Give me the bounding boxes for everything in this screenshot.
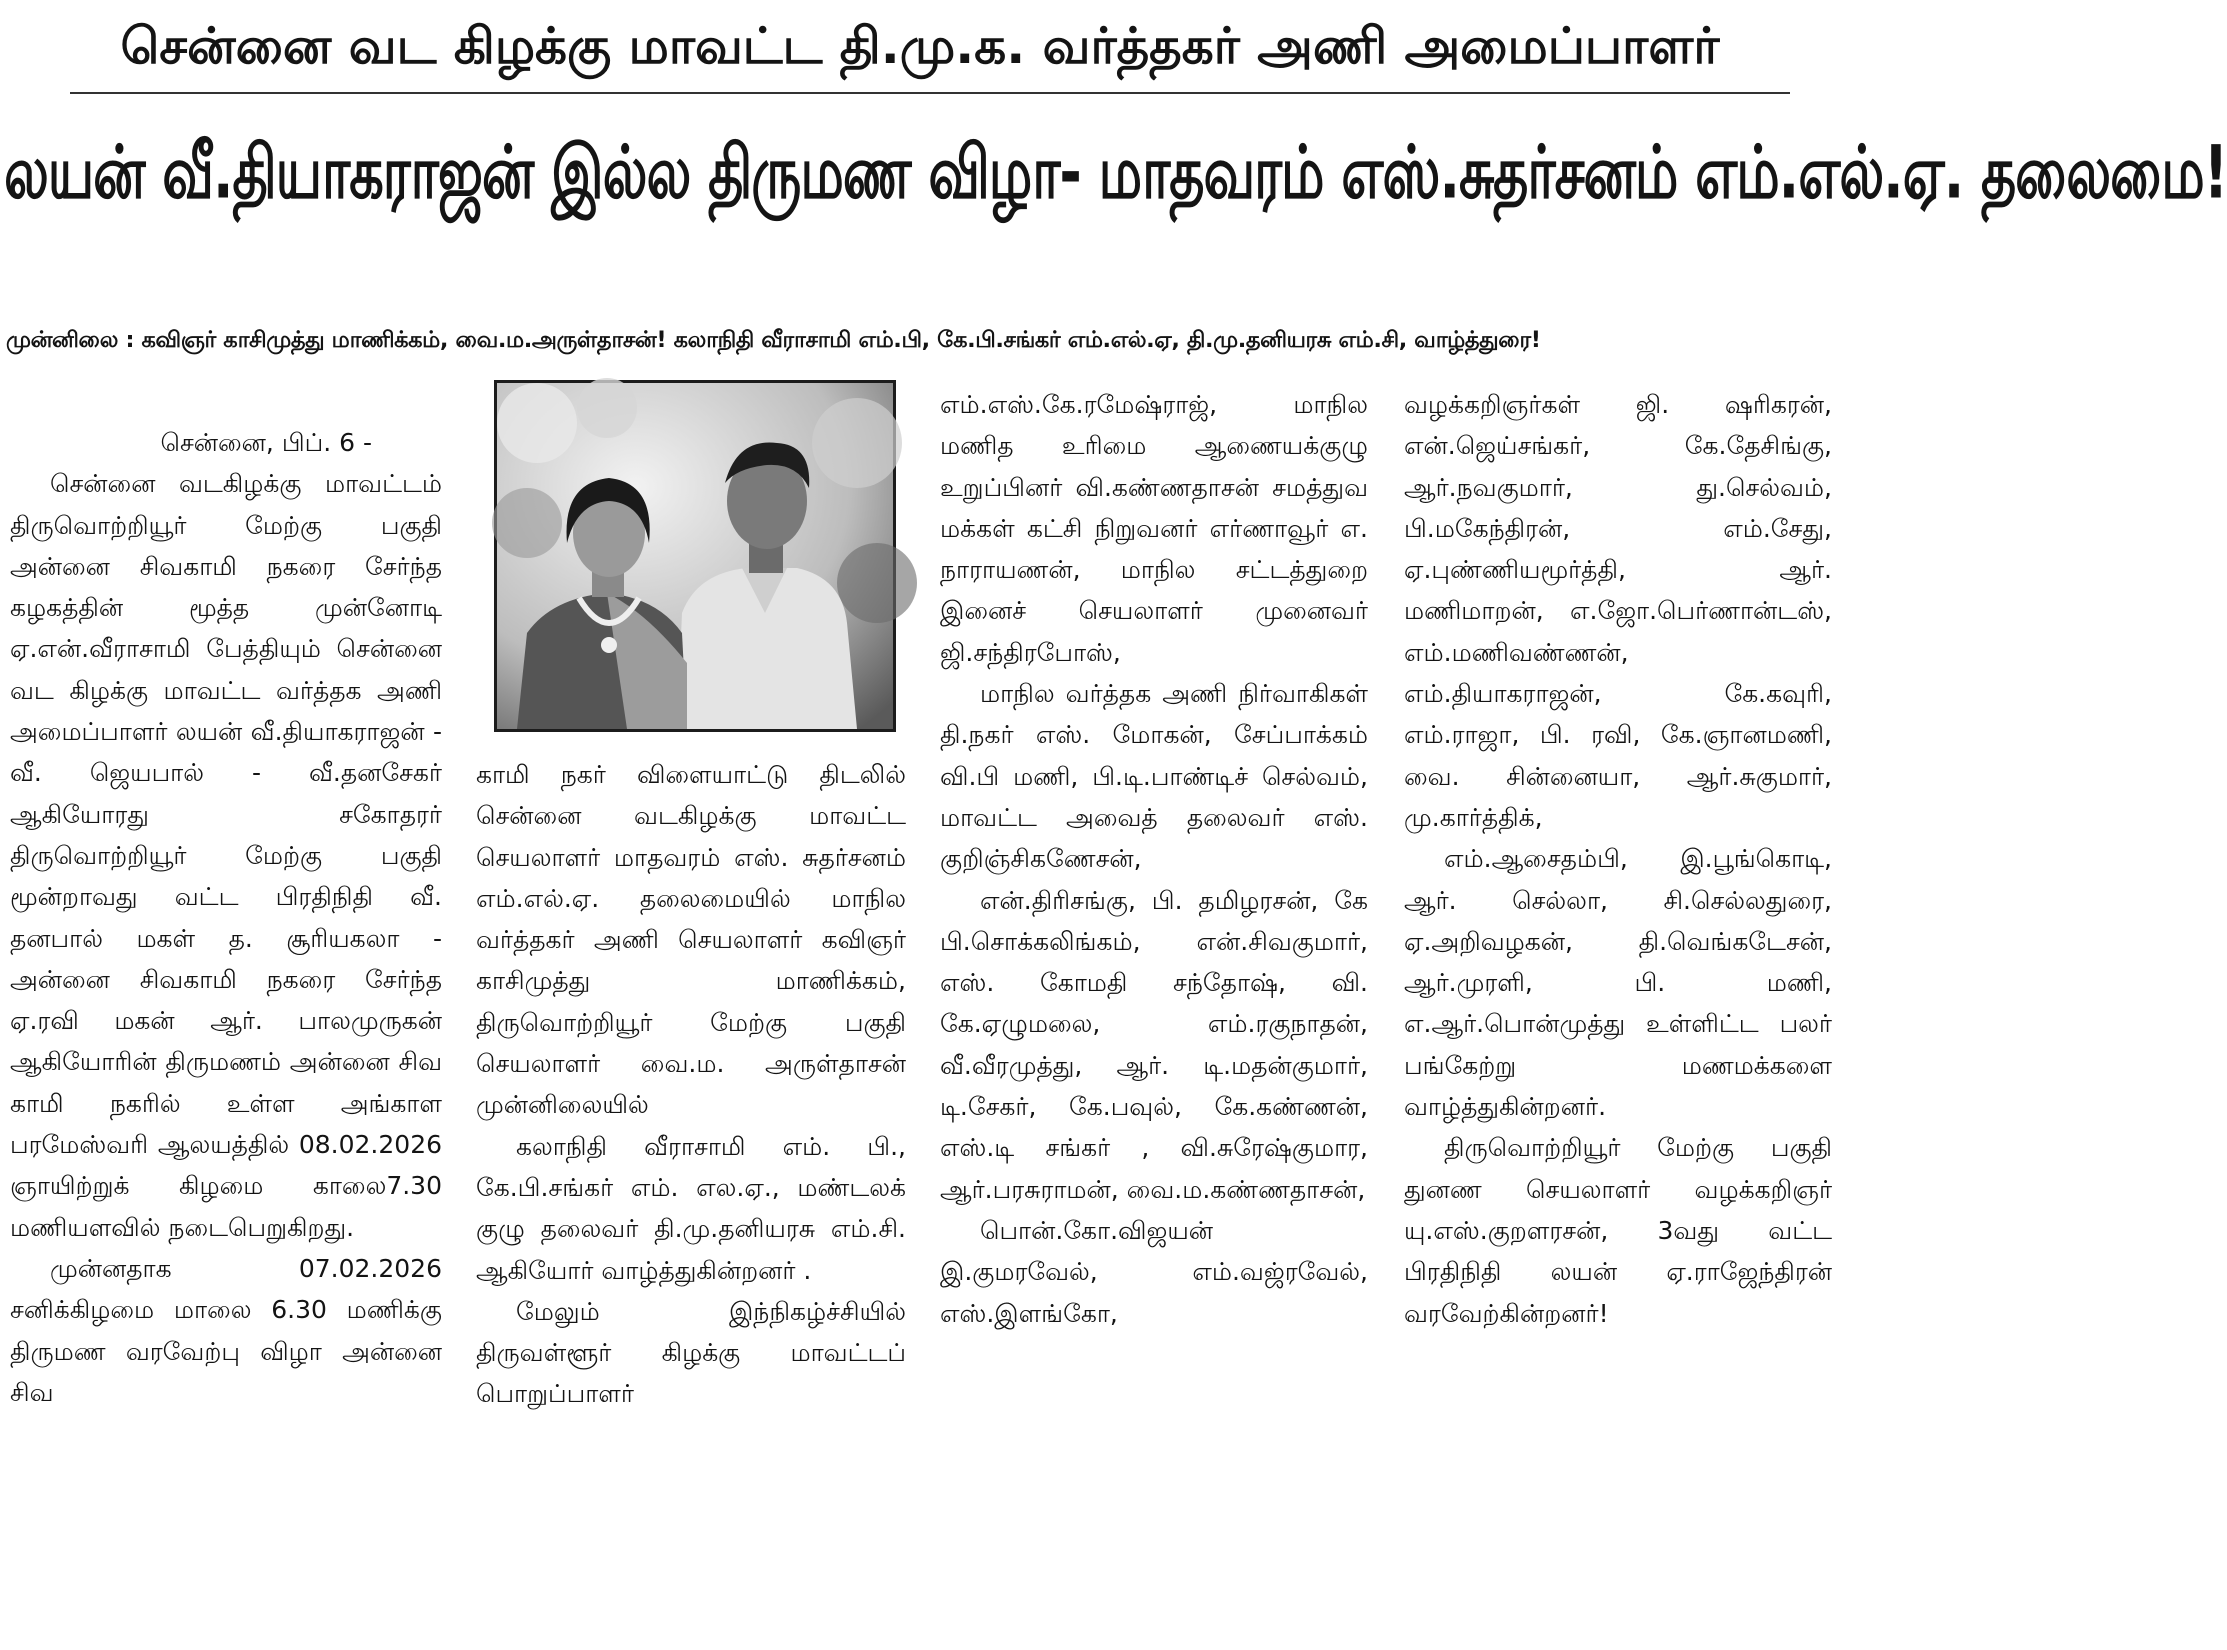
paragraph: எம்.ஆசைதம்பி, இ.பூங்கொடி, ஆர். செல்லா, சி.செல்லதுரை, ஏ.அறிவழகன், தி.வெங்கடேசன், ஆர்.முரளி, பி. மணி, எ.ஆர்.பொன்முத்து உள்ளிட்ட பலர் பங்கேற்று மணமக்களை வாழ்த்துகின்றனர்.: [1404, 844, 1832, 1122]
paragraph: காமி நகர் விளையாட்டு திடலில் சென்னை வடகிழக்கு மாவட்ட செயலாளர் மாதவரம் எஸ். சுதர்சனம் எம்.எல்.ஏ. தலைமையில் மாநில வர்த்தகர் அணி செயலாளர் கவிஞர் காசிமுத்து மாணிக்கம், திருவொற்றியூர் மேற்கு பகுதி செயலாளர் வை.ம. அருள்தாசன் முன்னிலையில்: [476, 760, 906, 1120]
article-column-3: [940, 384, 1368, 1334]
headline-top: சென்னை வட கிழக்கு மாவட்ட தி.மு.க. வர்த்தகர் அணி அமைப்பாளர்: [120, 17, 1720, 75]
dateline: சென்னை, பிப். 6 -: [160, 428, 372, 457]
couple-photo-image: [497, 383, 893, 729]
couple-photo: [494, 380, 896, 732]
article-column-4: [1404, 384, 1832, 1334]
paragraph: எம்.எஸ்.கே.ரமேஷ்ராஜ், மாநில மணித உரிமை ஆணையக்குழு உறுப்பினர் வி.கண்ணதாசன் சமத்துவ மக்கள் கட்சி நிறுவனர் எர்ணாவூர் எ. நாராயணன், மாநில சட்டத்துறை இனைச் செயலாளர் முனைவர் ஜி.சந்திரபோஸ்,: [940, 390, 1368, 667]
paragraph: வழக்கறிஞர்கள் ஜி. ஷரிகரன், என்.ஜெய்சங்கர், கே.தேசிங்கு, ஆர்.நவகுமார், து.செல்வம், பி.மகேந்திரன், எம்.சேது, ஏ.புண்ணியமூர்த்தி, ஆர். மணிமாறன், எ.ஜோ.பெர்ணான்டஸ், எம்.மணிவண்ணன், எம்.தியாகராஜன், கே.கவுரி, எம்.ராஜா, பி. ரவி, கே.ஞானமணி, வை. சின்னையா, ஆர்.சுகுமார், மு.கார்த்திக்,: [1404, 390, 1832, 832]
headline-main: லயன் வீ.தியாகராஜன் இல்ல திருமண விழா- மாதவரம் எஸ்.சுதர்சனம் எம்.எல்.ஏ. தலைமை!: [4, 129, 2227, 215]
paragraph: மேலும் இந்நிகழ்ச்சியில் திருவள்ளூர் கிழக்கு மாவட்டப் பொறுப்பாளர்: [476, 1296, 906, 1409]
paragraph: திருவொற்றியூர் மேற்கு பகுதி துனண செயலாளர் வழக்கறிஞர் யு.எஸ்.குறளரசன், 3வது வட்ட பிரதிநிதி லயன் ஏ.ராஜேந்திரன் வரவேற்கின்றனர்!: [1404, 1133, 1832, 1328]
paragraph: என்.திரிசங்கு, பி. தமிழரசன், கே பி.சொக்கலிங்கம், என்.சிவகுமார், எஸ். கோமதி சந்தோஷ், வி. கே.ஏழுமலை, எம்.ரகுநாதன், வீ.வீரமுத்து, ஆர். டி.மதன்குமார், டி.சேகர், கே.பவுல், கே.கண்ணன், எஸ்.டி சங்கர் , வி.சுரேஷ்குமார, ஆர்.பரசுராமன், வை.ம.கண்ணதாசன்,: [940, 885, 1368, 1204]
subheadline: முன்னிலை : கவிஞர் காசிமுத்து மாணிக்கம், வை.ம.அருள்தாசன்! கலாநிதி வீராசாமி எம்.பி, கே.பி.சங்கர் எம்.எல்.ஏ, தி.மு.தனியரசு எம்.சி, வாழ்த்துரை!: [6, 327, 1541, 353]
paragraph: முன்னதாக 07.02.2026 சனிக்கிழமை மாலை 6.30 மணிக்கு திருமண வரவேற்பு விழா அன்னை சிவ: [10, 1253, 442, 1407]
paragraph: சென்னை வடகிழக்கு மாவட்டம் திருவொற்றியூர் மேற்கு பகுதி அன்னை சிவகாமி நகரை சேர்ந்த கழகத்தின் மூத்த முன்னோடி ஏ.என்.வீராசாமி பேத்தியும் சென்னை வட கிழக்கு மாவட்ட வர்த்தக அணி அமைப்பாளர் லயன் வீ.தியாகராஜன் - வீ. ஜெயபால் - வீ.தனசேகர் ஆகியோரது சகோதரர் திருவொற்றியூர் மேற்கு பகுதி மூன்றாவது வட்ட பிரதிநிதி வீ. தனபால் மகள் த. சூரியகலா - அன்னை சிவகாமி நகரை சேர்ந்த ஏ.ரவி மகன் ஆர். பாலமுருகன் ஆகியோரின் திருமணம் அன்னை சிவ காமி நகரில் உள்ள அங்காள பரமேஸ்வரி ஆலயத்தில் 08.02.2026 ஞாயிற்றுக் கிழமை காலை7.30 மணியளவில் நடைபெறுகிறது.: [10, 469, 442, 1242]
paragraph: பொன்.கோ.விஜயன் இ.குமரவேல், எம்.வஜ்ரவேல், எஸ்.இளங்கோ,: [940, 1215, 1368, 1328]
paragraph: கலாநிதி வீராசாமி எம். பி., கே.பி.சங்கர் எம். எல.ஏ., மண்டலக் குழு தலைவர் தி.மு.தனியரசு எம்.சி. ஆகியோர் வாழ்த்துகின்றனர் .: [476, 1131, 906, 1285]
paragraph: மாநில வர்த்தக அணி நிர்வாகிகள் தி.நகர் எஸ். மோகன், சேப்பாக்கம் வி.பி மணி, பி.டி.பாண்டிச் செல்வம், மாவட்ட அவைத் தலைவர் எஸ். குறிஞ்சிகணேசன்,: [940, 679, 1368, 874]
article-column-1: [10, 422, 442, 1413]
article-column-2: [476, 754, 906, 1415]
